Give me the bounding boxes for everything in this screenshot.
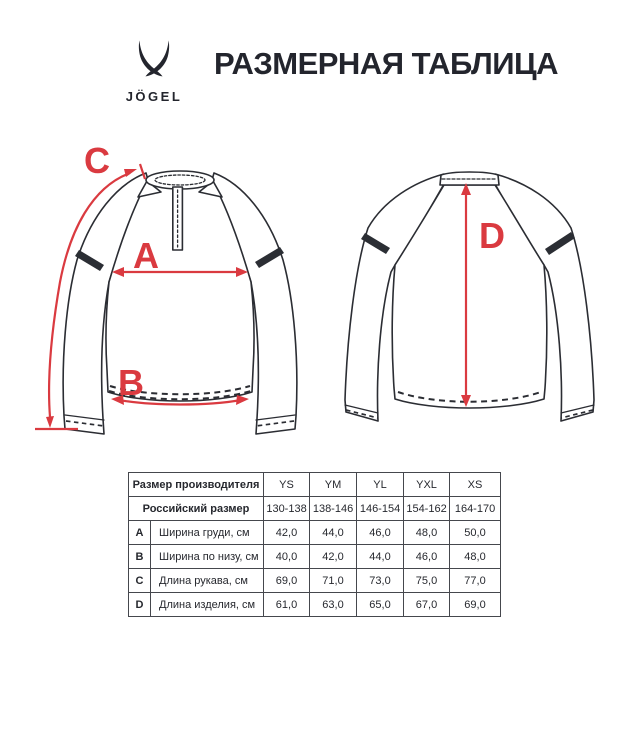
row-label: Ширина груди, см [151, 521, 264, 545]
row-key: A [129, 521, 151, 545]
measurement-row-b [129, 545, 501, 569]
value-cell: 48,0 [404, 521, 450, 545]
value-cell: 63,0 [310, 593, 357, 617]
marker-d-label: D [479, 215, 505, 256]
russian-size-header: Российский размер [129, 497, 264, 521]
value-cell: 69,0 [450, 593, 501, 617]
value-cell: 50,0 [450, 521, 501, 545]
row-key: C [129, 569, 151, 593]
row-label: Длина рукава, см [151, 569, 264, 593]
page-title: РАЗМЕРНАЯ ТАБЛИЦА [214, 46, 559, 81]
value-cell: 77,0 [450, 569, 501, 593]
marker-b-label: B [118, 362, 144, 403]
row-label: Ширина по низу, см [151, 545, 264, 569]
manufacturer-size-row [129, 473, 501, 497]
manufacturer-size-header: Размер производителя [129, 473, 264, 497]
value-cell: 69,0 [264, 569, 310, 593]
measurement-row-d [129, 593, 501, 617]
jogel-v-mark-icon [136, 36, 172, 86]
value-cell: 46,0 [404, 545, 450, 569]
row-key: B [129, 545, 151, 569]
value-cell: 42,0 [264, 521, 310, 545]
sleeve-length-arrowhead-top [124, 169, 137, 177]
size-col-header: YS [264, 473, 310, 497]
value-cell: 65,0 [357, 593, 404, 617]
value-cell: 44,0 [310, 521, 357, 545]
size-col-header: YL [357, 473, 404, 497]
russian-size-cell: 138-146 [310, 497, 357, 521]
value-cell: 71,0 [310, 569, 357, 593]
sleeve-length-arrowhead-bottom [46, 416, 54, 428]
size-col-header: YXL [404, 473, 450, 497]
russian-size-cell: 130-138 [264, 497, 310, 521]
value-cell: 42,0 [310, 545, 357, 569]
brand-wordmark: JÖGEL [125, 89, 183, 104]
value-cell: 44,0 [357, 545, 404, 569]
jogel-logo [118, 36, 190, 106]
value-cell: 61,0 [264, 593, 310, 617]
size-col-header: XS [450, 473, 501, 497]
size-table [128, 472, 501, 617]
value-cell: 40,0 [264, 545, 310, 569]
russian-size-cell: 146-154 [357, 497, 404, 521]
row-key: D [129, 593, 151, 617]
marker-c-label: C [84, 140, 110, 181]
value-cell: 48,0 [450, 545, 501, 569]
value-cell: 73,0 [357, 569, 404, 593]
size-col-header: YM [310, 473, 357, 497]
measurement-row-a [129, 521, 501, 545]
row-label: Длина изделия, см [151, 593, 264, 617]
russian-size-row [129, 497, 501, 521]
russian-size-cell: 154-162 [404, 497, 450, 521]
back-view-diagram [328, 148, 612, 440]
front-view-diagram [30, 140, 322, 442]
measurement-row-c [129, 569, 501, 593]
marker-a-label: A [133, 235, 159, 276]
hem-width-arrowhead-right [236, 395, 249, 405]
value-cell: 46,0 [357, 521, 404, 545]
value-cell: 75,0 [404, 569, 450, 593]
russian-size-cell: 164-170 [450, 497, 501, 521]
value-cell: 67,0 [404, 593, 450, 617]
